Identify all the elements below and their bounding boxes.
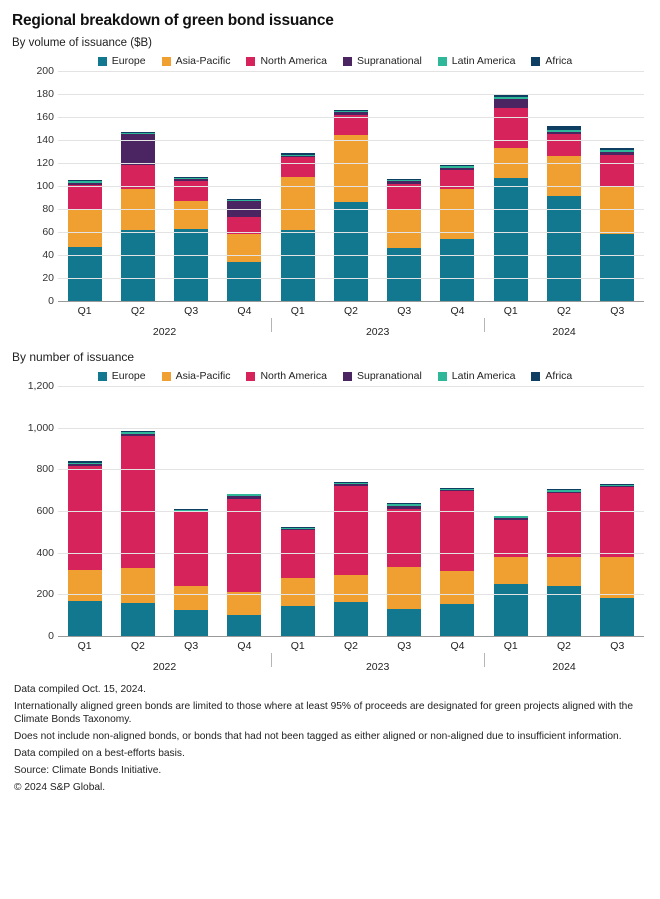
bar-segment[interactable]	[334, 135, 368, 202]
group-separator	[271, 318, 272, 332]
bar-segment[interactable]	[174, 512, 208, 587]
bar-segment[interactable]	[547, 493, 581, 557]
gridline	[58, 511, 644, 512]
stacked-bar[interactable]	[600, 484, 634, 636]
stacked-bar[interactable]	[387, 503, 421, 636]
bar-segment[interactable]	[334, 486, 368, 575]
x-axis-tick-label: Q4	[237, 305, 252, 317]
bar-segment[interactable]	[387, 184, 421, 209]
x-axis-tick-label: Q3	[610, 640, 625, 652]
y-axis-tick-label: 120	[36, 157, 54, 169]
bar-segment[interactable]	[121, 603, 155, 636]
stacked-bar[interactable]	[68, 180, 102, 301]
bar-segment[interactable]	[547, 196, 581, 301]
y-axis-tick-label: 80	[42, 203, 54, 215]
legend-swatch-icon	[246, 57, 255, 66]
bar-segment[interactable]	[281, 230, 315, 301]
chart-1-subtitle: By volume of issuance ($B)	[12, 37, 152, 49]
legend-label: Asia-Pacific	[175, 55, 231, 67]
footnote: Source: Climate Bonds Initiative.	[14, 765, 162, 777]
stacked-bar[interactable]	[334, 110, 368, 301]
bar-segment[interactable]	[174, 181, 208, 201]
legend-label: Supranational	[356, 370, 422, 382]
bar-segment[interactable]	[174, 586, 208, 609]
y-axis-tick-label: 180	[36, 88, 54, 100]
gridline	[58, 71, 644, 72]
x-axis-tick-label: Q2	[343, 640, 358, 652]
stacked-bar[interactable]	[174, 177, 208, 301]
legend-label: Latin America	[451, 370, 516, 382]
bar-segment[interactable]	[440, 604, 474, 636]
bar-segment[interactable]	[334, 602, 368, 636]
footnote: Does not include non-aligned bonds, or bonds that had not been tagged as either aligned or non-aligned due to insufficient information.	[14, 731, 622, 743]
chart-1-x-labels	[58, 305, 644, 317]
gridline	[58, 469, 644, 470]
chart-2-subtitle: By number of issuance	[12, 350, 135, 364]
x-axis-tick-label: Q2	[130, 305, 145, 317]
legend-swatch-icon	[343, 57, 352, 66]
legend-swatch-icon	[531, 57, 540, 66]
legend-swatch-icon	[162, 372, 171, 381]
bar-segment[interactable]	[547, 557, 581, 586]
chart-1-legend	[12, 55, 648, 67]
gridline	[58, 428, 644, 429]
legend-item[interactable]	[98, 370, 146, 382]
y-axis-tick-label: 100	[36, 180, 54, 192]
stacked-bar[interactable]	[227, 199, 261, 301]
stacked-bar[interactable]	[121, 431, 155, 636]
legend-swatch-icon	[343, 372, 352, 381]
legend-item[interactable]	[162, 55, 231, 67]
bar-segment[interactable]	[227, 262, 261, 301]
bar-segment[interactable]	[440, 239, 474, 301]
stacked-bar[interactable]	[227, 494, 261, 636]
x-axis-tick-label: Q3	[184, 305, 199, 317]
stacked-bar[interactable]	[494, 95, 528, 301]
x-axis-line	[58, 301, 644, 302]
bar-segment[interactable]	[68, 185, 102, 209]
y-axis-tick-label: 0	[48, 630, 54, 642]
bar-segment[interactable]	[227, 234, 261, 262]
bar-segment[interactable]	[600, 234, 634, 301]
bar-segment[interactable]	[174, 201, 208, 229]
footnote: © 2024 S&P Global.	[14, 782, 106, 794]
chart-2-x-labels	[58, 640, 644, 652]
x-axis-tick-label: Q4	[450, 305, 465, 317]
gridline	[58, 278, 644, 279]
bar-segment[interactable]	[440, 571, 474, 604]
y-axis-tick-label: 200	[36, 65, 54, 77]
x-axis-tick-label: Q4	[237, 640, 252, 652]
x-axis-tick-label: Q3	[397, 305, 412, 317]
legend-swatch-icon	[438, 372, 447, 381]
bar-segment[interactable]	[68, 466, 102, 570]
stacked-bar[interactable]	[387, 179, 421, 301]
x-axis-tick-label: Q2	[343, 305, 358, 317]
footnote: Data compiled on a best-efforts basis.	[14, 748, 185, 760]
bar-segment[interactable]	[600, 155, 634, 186]
legend-item[interactable]	[246, 370, 327, 382]
stacked-bar[interactable]	[68, 461, 102, 636]
bar-segment[interactable]	[121, 134, 155, 165]
stacked-bar[interactable]	[174, 509, 208, 636]
bar-segment[interactable]	[227, 615, 261, 636]
bar-segment[interactable]	[387, 567, 421, 610]
y-axis-tick-label: 200	[36, 588, 54, 601]
bar-segment[interactable]	[121, 568, 155, 603]
bar-segment[interactable]	[68, 601, 102, 636]
legend-swatch-icon	[162, 57, 171, 66]
bar-segment[interactable]	[494, 99, 528, 108]
legend-item[interactable]	[343, 370, 422, 382]
stacked-bar[interactable]	[334, 482, 368, 636]
legend-item[interactable]	[531, 55, 572, 67]
bar-segment[interactable]	[174, 229, 208, 301]
bar-segment[interactable]	[547, 134, 581, 156]
y-axis-tick-label: 1,200	[27, 380, 54, 392]
gridline	[58, 94, 644, 95]
bar-segment[interactable]	[387, 248, 421, 301]
legend-item[interactable]	[438, 370, 516, 382]
x-axis-tick-label: Q3	[610, 305, 625, 317]
bar-segment[interactable]	[600, 598, 634, 636]
gridline	[58, 163, 644, 164]
bar-segment[interactable]	[387, 209, 421, 248]
group-axis-label: 2023	[365, 326, 390, 338]
y-axis-tick-label: 600	[36, 505, 54, 517]
footnote: Data compiled Oct. 15, 2024.	[14, 684, 146, 695]
x-axis-tick-label: Q1	[77, 640, 92, 652]
group-separator	[484, 318, 485, 332]
group-axis-label: 2024	[552, 326, 576, 338]
bar-segment[interactable]	[174, 610, 208, 636]
chart-2-y-axis	[12, 380, 58, 642]
bar-segment[interactable]	[494, 178, 528, 301]
x-axis-tick-label: Q1	[503, 305, 518, 317]
legend-label: Europe	[111, 55, 146, 67]
bar-segment[interactable]	[281, 157, 315, 177]
group-separator	[271, 653, 272, 667]
group-axis-label: 2022	[152, 326, 177, 338]
legend-label: Asia-Pacific	[175, 370, 231, 382]
gridline	[58, 386, 644, 387]
legend-label: North America	[260, 55, 327, 67]
legend-label: North America	[260, 370, 327, 382]
bar-segment[interactable]	[281, 177, 315, 230]
bar-segment[interactable]	[600, 557, 634, 598]
y-axis-tick-label: 0	[48, 295, 54, 307]
y-axis-tick-label: 1,000	[27, 421, 54, 434]
group-separator	[484, 653, 485, 667]
bar-segment[interactable]	[387, 609, 421, 636]
bar-segment[interactable]	[494, 584, 528, 636]
stacked-bar[interactable]	[121, 132, 155, 301]
stacked-bar[interactable]	[281, 527, 315, 636]
x-axis-tick-label: Q1	[290, 640, 305, 652]
stacked-bar[interactable]	[440, 488, 474, 636]
y-axis-tick-label: 400	[36, 546, 54, 559]
legend-item[interactable]	[438, 55, 516, 67]
bar-segment[interactable]	[121, 436, 155, 568]
bar-segment[interactable]	[494, 108, 528, 148]
legend-swatch-icon	[98, 57, 107, 66]
bar-segment[interactable]	[121, 230, 155, 301]
x-axis-line	[58, 636, 644, 637]
y-axis-tick-label: 140	[36, 134, 54, 146]
x-axis-tick-label: Q2	[130, 640, 145, 652]
bar-segment[interactable]	[227, 592, 261, 615]
gridline	[58, 232, 644, 233]
gridline	[58, 117, 644, 118]
gridline	[58, 140, 644, 141]
x-axis-tick-label: Q1	[290, 305, 305, 317]
bar-segment[interactable]	[68, 209, 102, 247]
gridline	[58, 209, 644, 210]
y-axis-tick-label: 60	[42, 226, 54, 238]
bar-segment[interactable]	[281, 530, 315, 578]
bar-segment[interactable]	[600, 487, 634, 557]
y-axis-tick-label: 800	[36, 463, 54, 476]
group-axis-label: 2024	[552, 661, 576, 673]
gridline	[58, 594, 644, 595]
stacked-bar[interactable]	[494, 516, 528, 636]
bar-segment[interactable]	[334, 575, 368, 603]
y-axis-tick-label: 20	[42, 272, 54, 284]
x-axis-tick-label: Q1	[503, 640, 518, 652]
x-axis-tick-label: Q3	[184, 640, 199, 652]
y-axis-tick-label: 40	[42, 249, 54, 261]
chart-1-y-axis	[12, 65, 58, 307]
legend-item[interactable]	[246, 55, 327, 67]
footnotes	[12, 683, 648, 794]
chart-2-count	[12, 380, 648, 677]
legend-swatch-icon	[246, 372, 255, 381]
bar-segment[interactable]	[494, 520, 528, 558]
legend-item[interactable]	[531, 370, 572, 382]
page-title: Regional breakdown of green bond issuance	[12, 12, 334, 29]
x-axis-tick-label: Q1	[77, 305, 92, 317]
legend-item[interactable]	[98, 55, 146, 67]
legend-swatch-icon	[531, 372, 540, 381]
bar-segment[interactable]	[600, 186, 634, 234]
x-axis-tick-label: Q2	[557, 640, 572, 652]
legend-item[interactable]	[162, 370, 231, 382]
x-axis-tick-label: Q3	[397, 640, 412, 652]
legend-label: Supranational	[356, 55, 422, 67]
gridline	[58, 186, 644, 187]
stacked-bar[interactable]	[547, 126, 581, 301]
chart-2-legend	[12, 370, 648, 382]
bar-segment[interactable]	[281, 578, 315, 606]
x-axis-tick-label: Q4	[450, 640, 465, 652]
bar-segment[interactable]	[387, 509, 421, 567]
gridline	[58, 255, 644, 256]
gridline	[58, 553, 644, 554]
group-axis-label: 2023	[365, 661, 390, 673]
legend-swatch-icon	[438, 57, 447, 66]
legend-swatch-icon	[98, 372, 107, 381]
y-axis-tick-label: 160	[36, 111, 54, 123]
bar-segment[interactable]	[68, 570, 102, 601]
x-axis-tick-label: Q2	[557, 305, 572, 317]
legend-label: Africa	[545, 370, 573, 382]
chart-1-group-axis	[58, 320, 644, 342]
bar-segment[interactable]	[227, 499, 261, 593]
legend-label: Europe	[111, 370, 146, 382]
bar-segment[interactable]	[494, 557, 528, 584]
chart-1-volume	[12, 65, 648, 342]
bar-segment[interactable]	[281, 606, 315, 636]
legend-label: Africa	[545, 55, 573, 67]
bar-segment[interactable]	[440, 491, 474, 571]
legend-label: Latin America	[451, 55, 516, 67]
footnote: Internationally aligned green bonds are limited to those where at least 95% of proceeds are designated for green projects aligned with the Climate Bonds Taxonomy.	[14, 701, 633, 726]
legend-item[interactable]	[343, 55, 422, 67]
group-axis-label: 2022	[152, 661, 177, 673]
chart-2-group-axis	[58, 655, 644, 677]
bar-segment[interactable]	[334, 202, 368, 301]
